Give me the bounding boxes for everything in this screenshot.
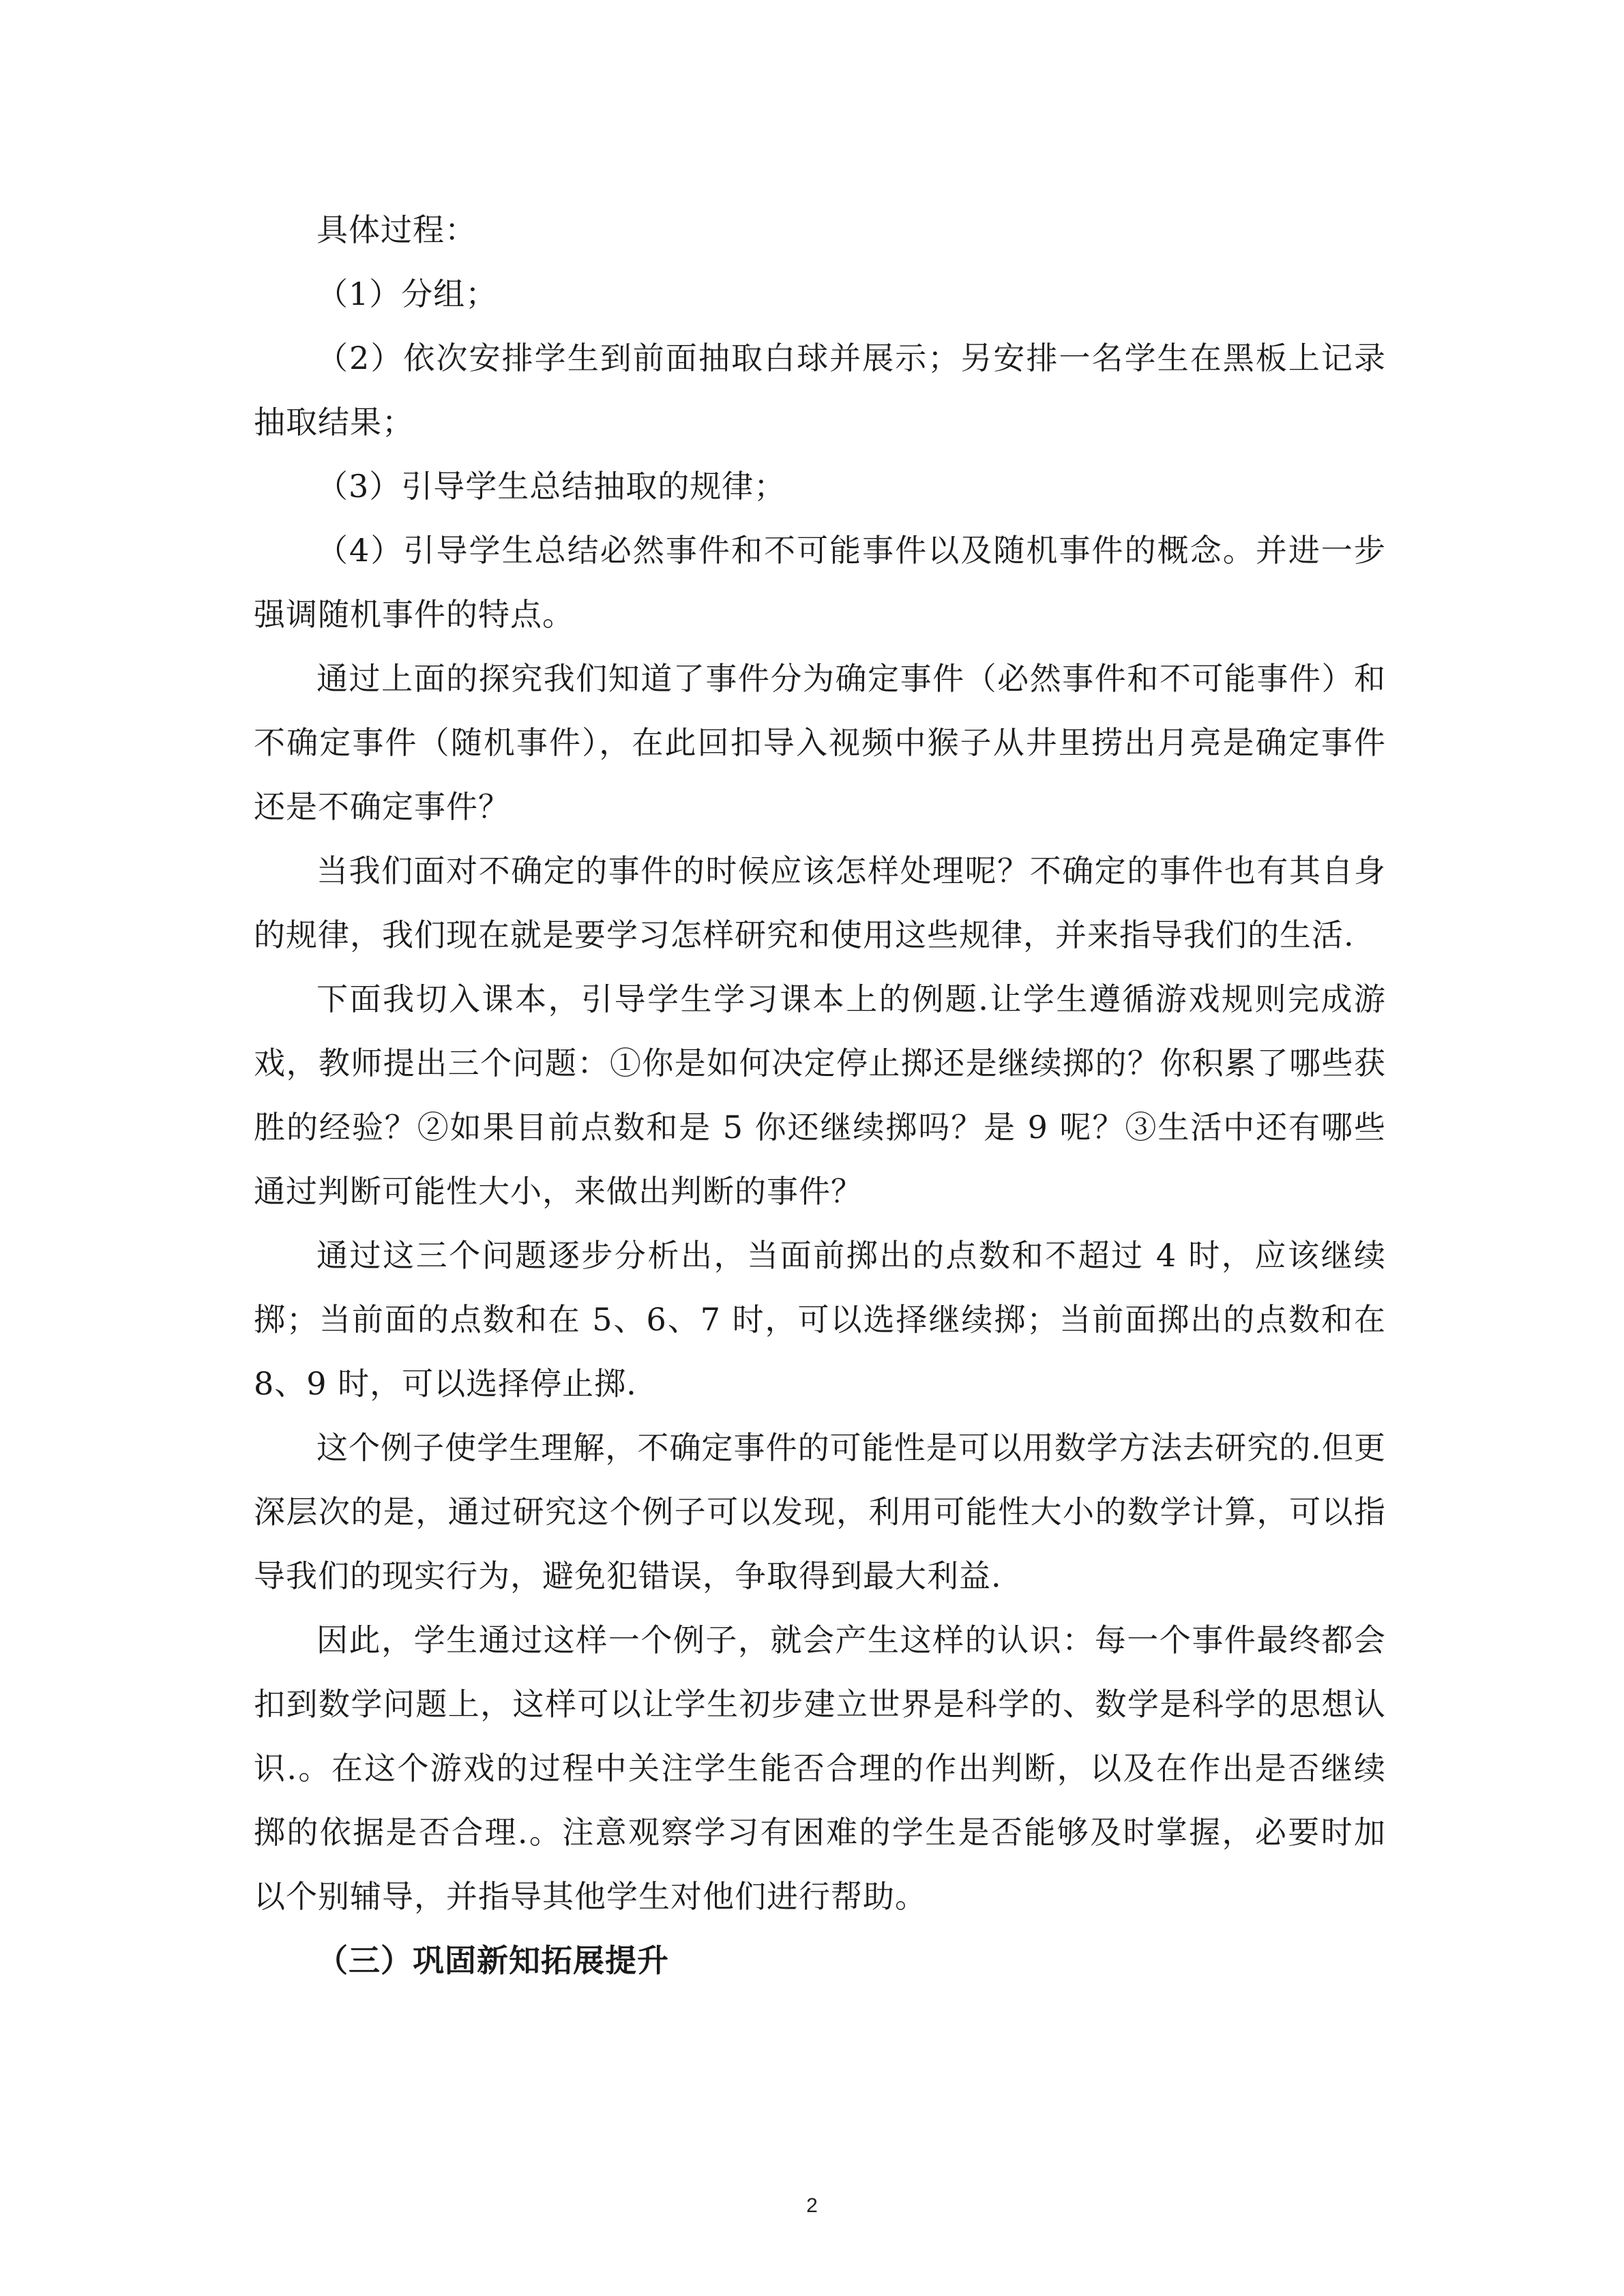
- section-heading: （三）巩固新知拓展提升: [316, 1942, 669, 1979]
- paragraph-step-1: （1）分组；: [316, 275, 498, 312]
- paragraph-event-types: 通过上面的探究我们知道了事件分为确定事件（必然事件和不可能事件）和不确定事件（随机事件），在此回扣导入视频中猴子从井里捞出月亮是确定事件还是不确定事件？: [254, 660, 1386, 825]
- page-number: 2: [806, 2194, 818, 2217]
- paragraph-step-3: （3）引导学生总结抽取的规律；: [316, 468, 786, 505]
- paragraph-step-4: （4）引导学生总结必然事件和不可能事件以及随机事件的概念。并进一步强调随机事件的特点。: [254, 532, 1386, 633]
- paragraph-uncertain-events: 当我们面对不确定的事件的时候应该怎样处理呢？不确定的事件也有其自身的规律，我们现在就是要学习怎样研究和使用这些规律，并来指导我们的生活.: [254, 852, 1386, 953]
- paragraph-process-intro: 具体过程：: [316, 211, 477, 248]
- paragraph-textbook-example: 下面我切入课本，引导学生学习课本上的例题.让学生遵循游戏规则完成游戏，教师提出三个问题：①你是如何决定停止掷还是继续掷的？你积累了哪些获胜的经验？②如果目前点数和是 5 你还继续掷吗？是 9 呢？③生活中还有哪些通过判断可能性大小，来做出判断的事件？: [254, 981, 1386, 1210]
- page-body: [254, 198, 1386, 1993]
- paragraph-analysis: 通过这三个问题逐步分析出，当面前掷出的点数和不超过 4 时，应该继续掷；当前面的点数和在 5、6、7 时，可以选择继续掷；当前面掷出的点数和在 8、9 时，可以选择停止掷.: [254, 1237, 1386, 1402]
- paragraph-step-2: （2）依次安排学生到前面抽取白球并展示；另安排一名学生在黑板上记录抽取结果；: [254, 340, 1386, 441]
- paragraph-conclusion: 因此，学生通过这样一个例子，就会产生这样的认识：每一个事件最终都会扣到数学问题上，这样可以让学生初步建立世界是科学的、数学是科学的思想认识.。在这个游戏的过程中关注学生能否合理的作出判断，以及在作出是否继续掷的依据是否合理.。注意观察学习有困难的学生是否能够及时掌握，必要时加以个别辅导，并指导其他学生对他们进行帮助。: [254, 1622, 1386, 1915]
- paragraph-understanding: 这个例子使学生理解，不确定事件的可能性是可以用数学方法去研究的.但更深层次的是，通过研究这个例子可以发现，利用可能性大小的数学计算，可以指导我们的现实行为，避免犯错误，争取得到最大利益.: [254, 1429, 1386, 1594]
